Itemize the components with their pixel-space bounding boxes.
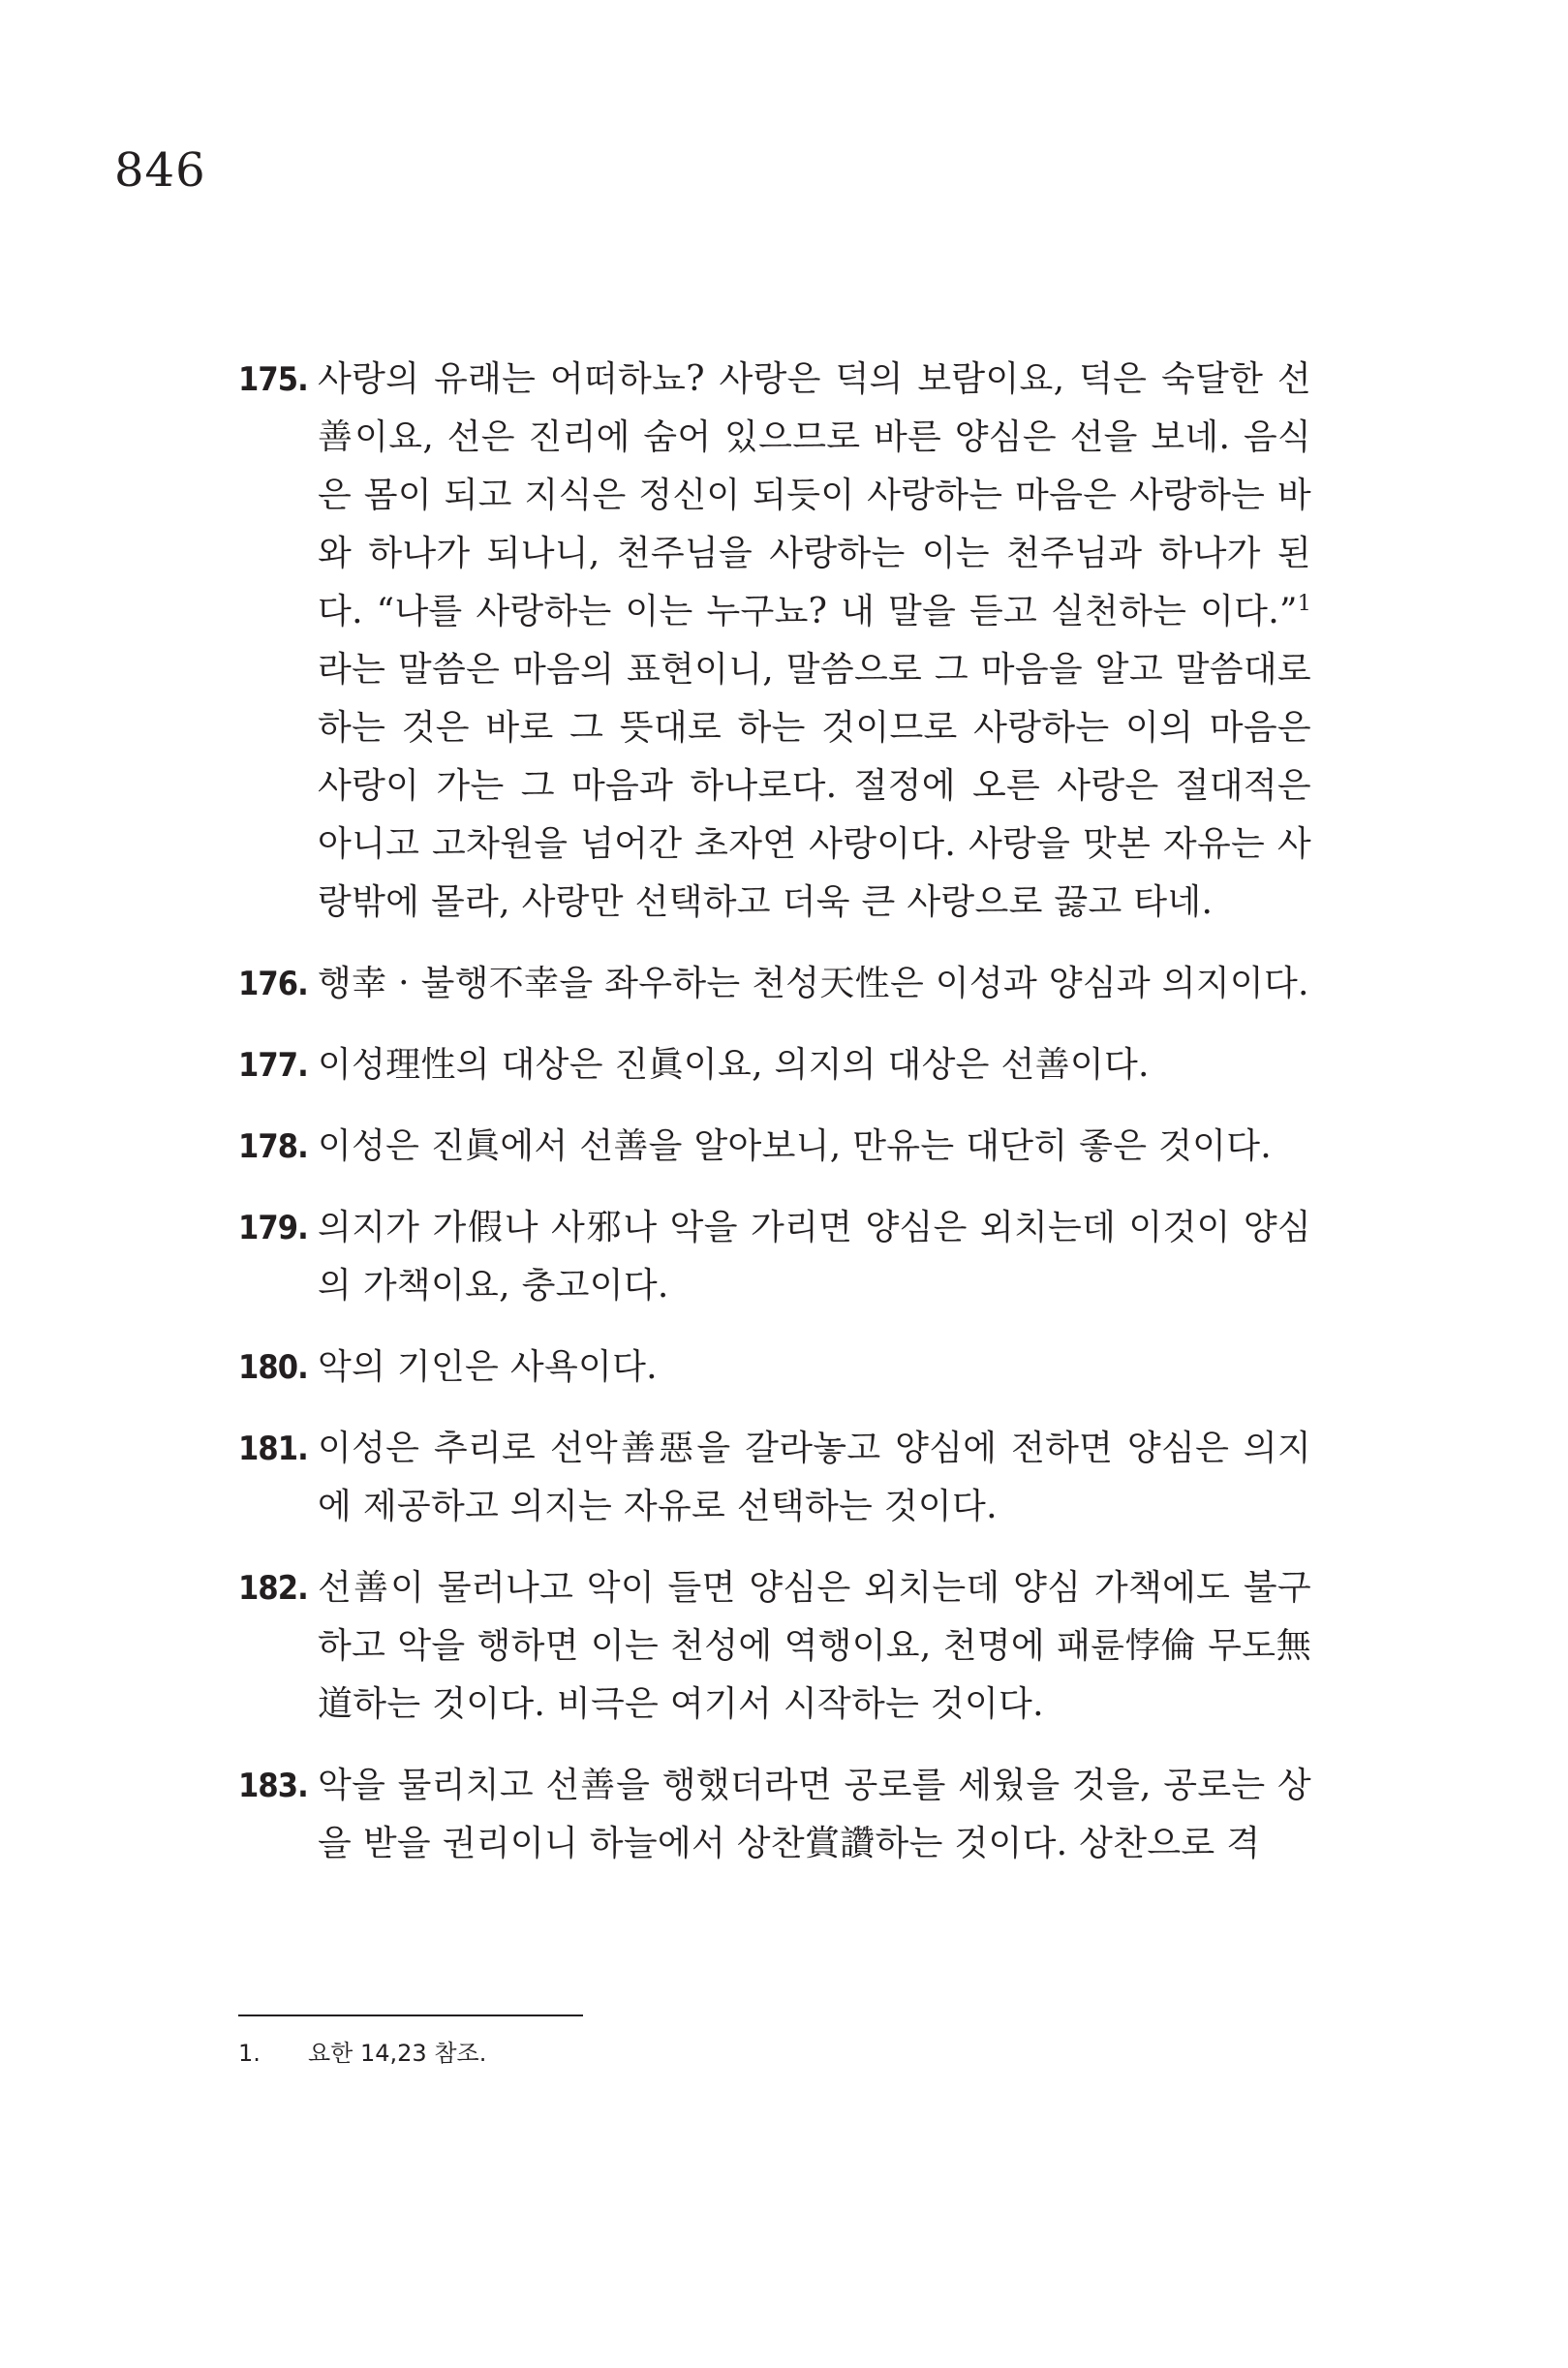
item-text: 의지가 가假나 사邪나 악을 가리면 양심은 외치는데 이것이 양심의 가책이요, 충고이다. <box>318 1208 1311 1306</box>
list-item <box>238 1420 1311 1536</box>
item-number: 181. <box>238 1430 308 1468</box>
numbered-paragraph-list <box>238 351 1311 1896</box>
item-number: 175. <box>238 360 308 399</box>
footnote-text: 요한 14,23 참조. <box>308 2040 487 2067</box>
item-number: 176. <box>238 965 308 1003</box>
list-item <box>238 1199 1311 1315</box>
item-text: 이성은 진眞에서 선善을 알아보니, 만유는 대단히 좋은 것이다. <box>318 1126 1273 1166</box>
item-text: 이성理性의 대상은 진眞이요, 의지의 대상은 선善이다. <box>318 1045 1150 1085</box>
item-number: 177. <box>238 1046 308 1085</box>
item-text-part: 라는 말씀은 마음의 표현이니, 말씀으로 그 마음을 알고 말씀대로 하는 것은 바로 그 뜻대로 하는 것이므로 사랑하는 이의 마음은 사랑이 가는 그 마음과 하나로다. 절정에 오른 사랑은 절대적은 아니고 고차원을 넘어간 초자연 사랑이다. 사랑을 맛본 자유는 사랑밖에 몰라, 사랑만 선택하고 더욱 큰 사랑으로 끓고 타네. <box>318 650 1311 922</box>
list-item <box>238 351 1311 932</box>
item-text: 선善이 물러나고 악이 들면 양심은 외치는데 양심 가책에도 불구하고 악을 행하면 이는 천성에 역행이요, 천명에 패륜悖倫 무도無道하는 것이다. 비극은 여기서 시작하는 것이다. <box>318 1568 1311 1724</box>
item-number: 178. <box>238 1127 308 1166</box>
item-text: 악을 물리치고 선善을 행했더라면 공로를 세웠을 것을, 공로는 상을 받을 권리이니 하늘에서 상찬賞讚하는 것이다. 상찬으로 격 <box>318 1766 1311 1863</box>
list-item <box>238 1559 1311 1734</box>
item-text: 악의 기인은 사욕이다. <box>318 1347 658 1387</box>
item-number: 179. <box>238 1209 308 1247</box>
footnote-divider <box>238 2014 583 2016</box>
list-item <box>238 1338 1311 1397</box>
page-number: 846 <box>114 143 206 198</box>
list-item <box>238 955 1311 1013</box>
footnote-number: 1. <box>238 2040 261 2067</box>
item-text <box>318 351 1311 932</box>
item-number: 182. <box>238 1569 308 1608</box>
item-number: 183. <box>238 1767 308 1805</box>
item-text: 이성은 추리로 선악善惡을 갈라놓고 양심에 전하면 양심은 의지에 제공하고 의지는 자유로 선택하는 것이다. <box>318 1429 1311 1526</box>
footnote <box>238 2038 486 2069</box>
list-item <box>238 1118 1311 1176</box>
list-item <box>238 1757 1311 1873</box>
item-text-part: 사랑의 유래는 어떠하뇨? 사랑은 덕의 보람이요, 덕은 숙달한 선善이요, 선은 진리에 숨어 있으므로 바른 양심은 선을 보네. 음식은 몸이 되고 지식은 정신이 되듯이 사랑하는 마음은 사랑하는 바와 하나가 되나니, 천주님을 사랑하는 이는 천주님과 하나가 된다. “나를 사랑하는 이는 누구뇨? 내 말을 듣고 실천하는 이다.” <box>318 359 1311 631</box>
item-text: 행幸 · 불행不幸을 좌우하는 천성天性은 이성과 양심과 의지이다. <box>318 964 1309 1003</box>
item-number: 180. <box>238 1348 308 1387</box>
list-item <box>238 1036 1311 1094</box>
footnote-reference: 1 <box>1297 592 1311 616</box>
